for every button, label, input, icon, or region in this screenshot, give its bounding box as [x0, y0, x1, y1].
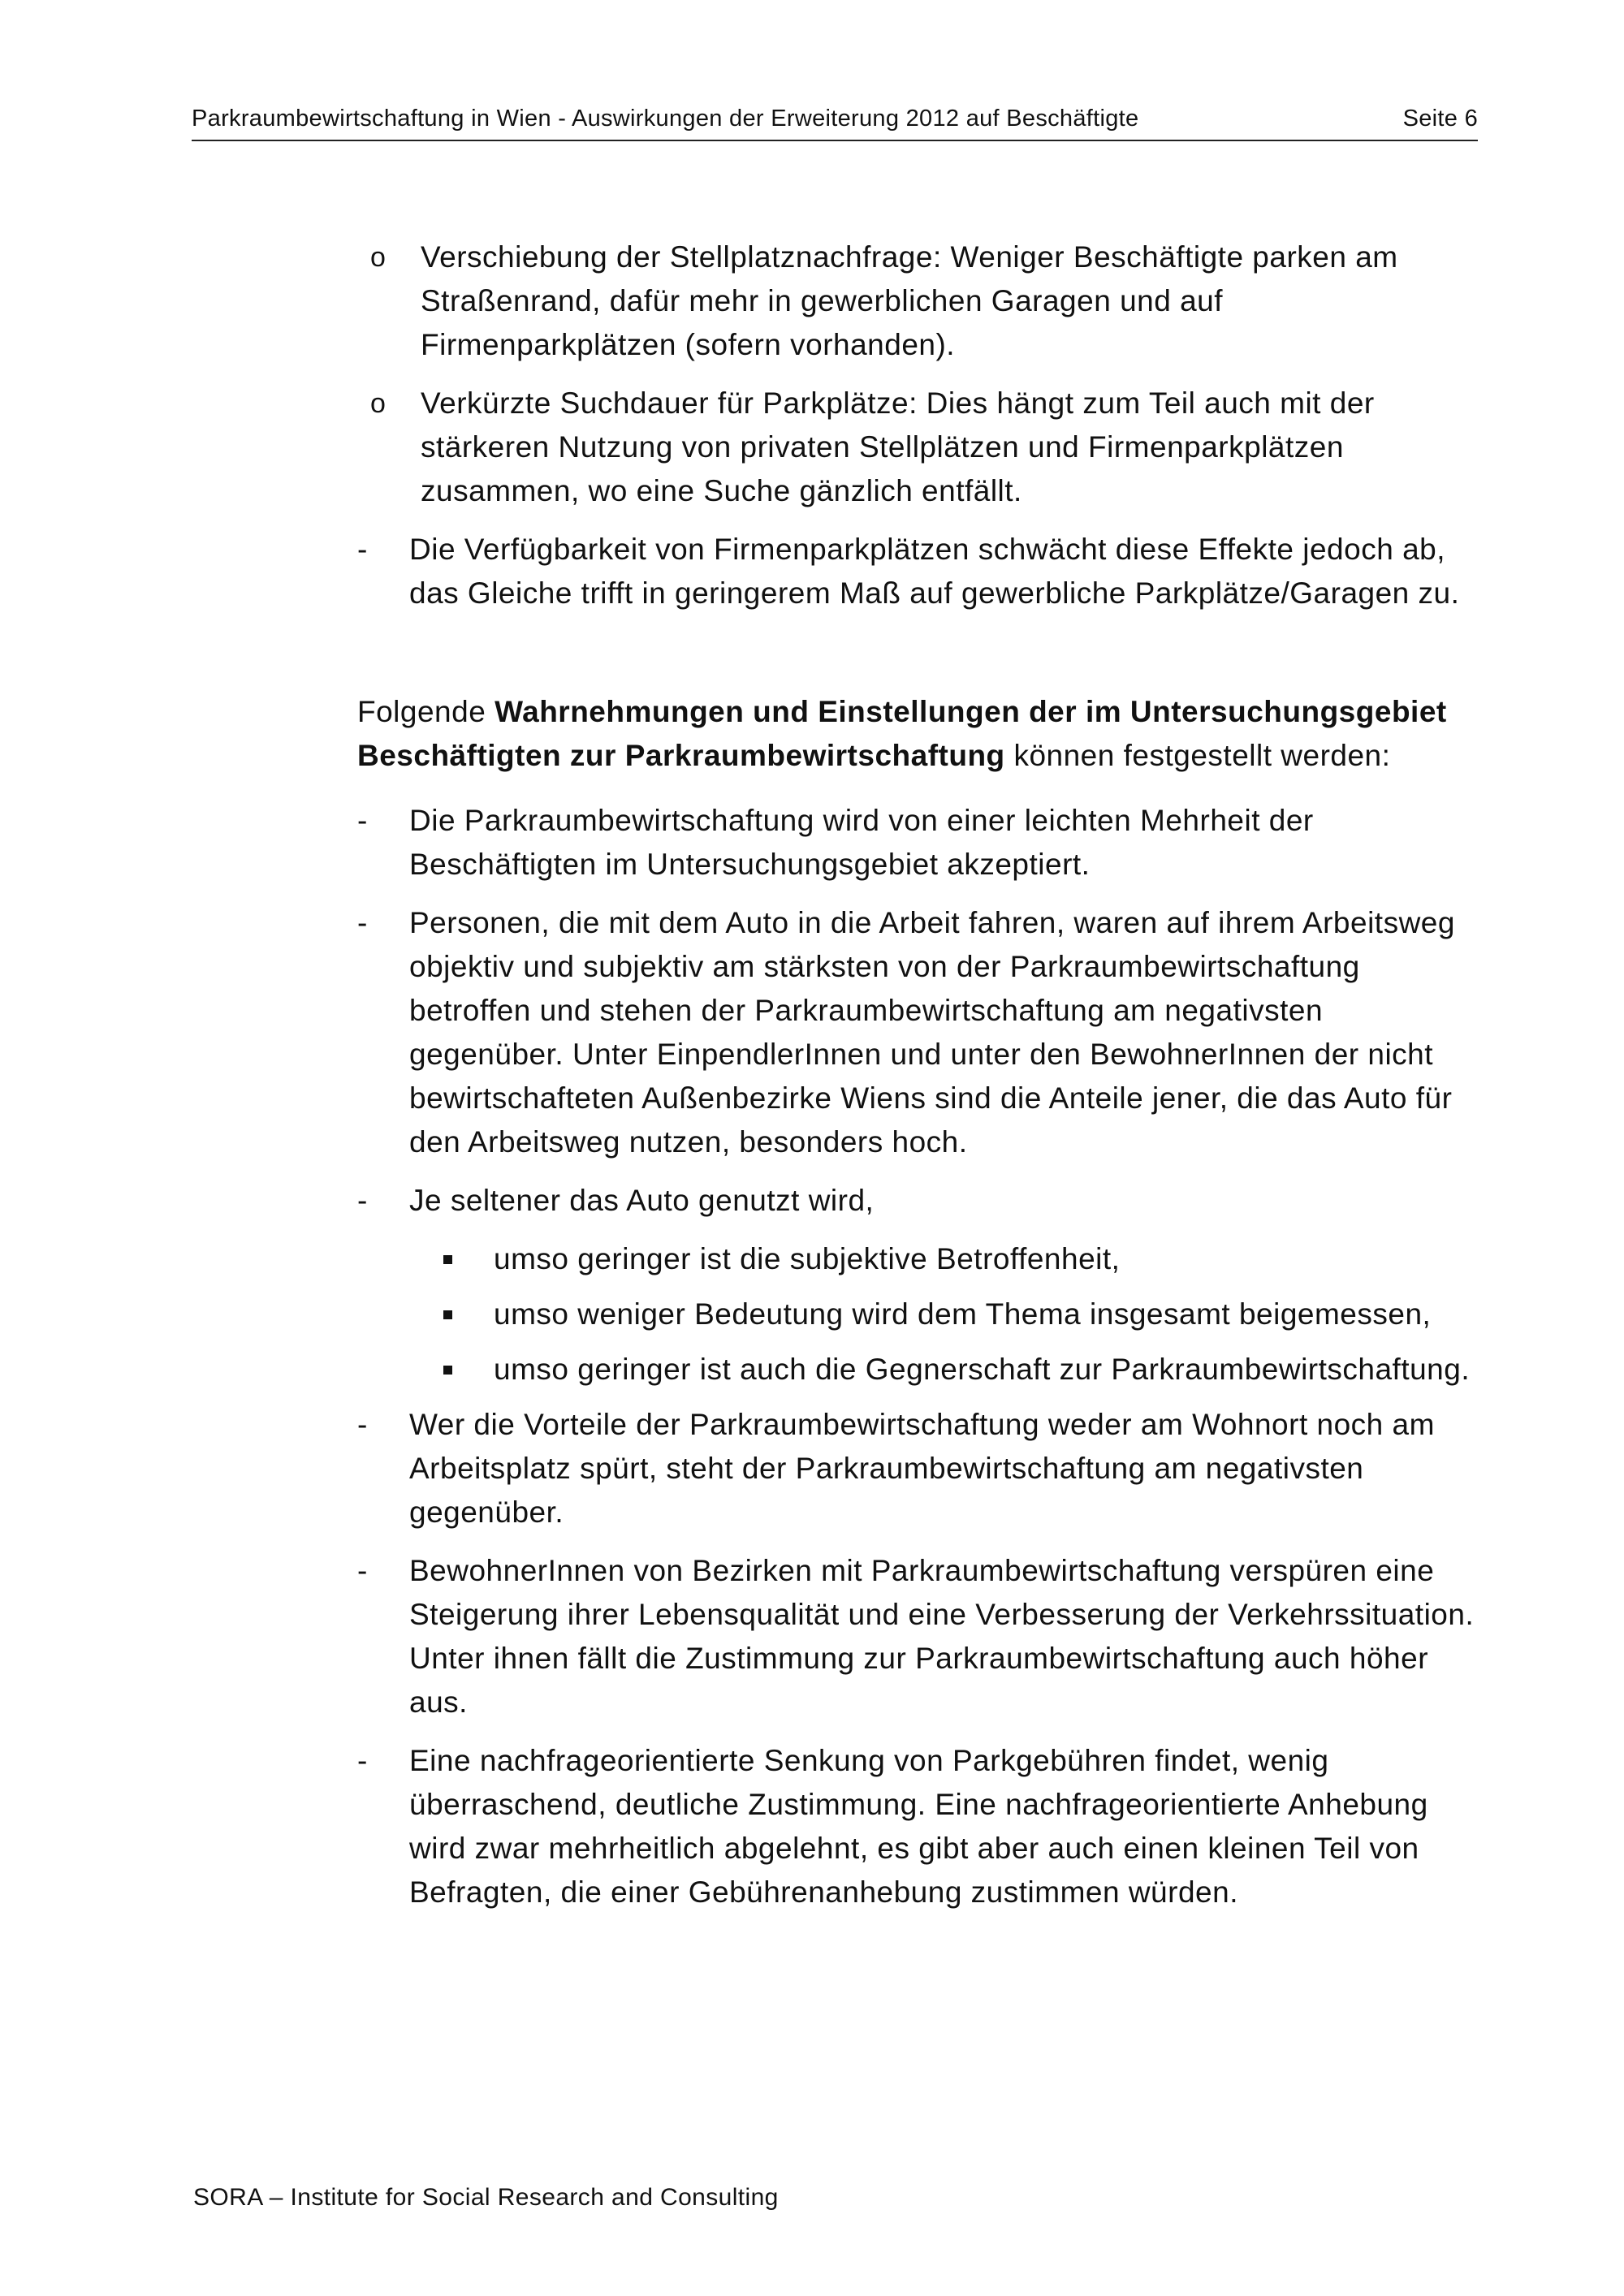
page-content	[357, 235, 1478, 1929]
intro-paragraph	[357, 690, 1478, 778]
dash-bullet-icon: -	[357, 1408, 368, 1441]
list-item-text: Die Verfügbarkeit von Firmenparkplätzen schwächt diese Effekte jedoch ab, das Gleiche trifft in geringerem Maß auf gewerbliche Parkplätze/Garagen zu.	[409, 533, 1460, 610]
square-bullet-icon	[443, 1255, 452, 1264]
list-item-circle	[357, 382, 1478, 513]
list-item-text: Verkürzte Suchdauer für Parkplätze: Dies hängt zum Teil auch mit der stärkeren Nutzung von privaten Stellplätzen und Firmenparkplätzen zusammen, wo eine Suche gänzlich entfällt.	[421, 386, 1375, 507]
list-item-dash	[357, 1739, 1478, 1914]
list-item-circle	[357, 235, 1478, 367]
list-item-dash	[357, 901, 1478, 1164]
dash-bullet-icon: -	[357, 804, 368, 837]
list-item-text: Personen, die mit dem Auto in die Arbeit fahren, waren auf ihrem Arbeitsweg objektiv und subjektiv am stärksten von der Parkraumbewirtschaftung betroffen und stehen der Parkraumbewirtschaftung am negativsten gegenüber. Unter EinpendlerInnen und unter den BewohnerInnen der nicht bewirtschafteten Außenbezirke Wiens sind die Anteile jener, die das Auto für den Arbeitsweg nutzen, besonders hoch.	[409, 906, 1455, 1159]
list-item-dash	[357, 1179, 1478, 1223]
list-item-text: Je seltener das Auto genutzt wird,	[409, 1184, 875, 1217]
list-item-dash	[357, 799, 1478, 887]
list-item-square	[357, 1348, 1478, 1392]
list-item-dash	[357, 1403, 1478, 1534]
square-bullet-icon	[443, 1366, 452, 1375]
dash-bullet-icon: -	[357, 533, 368, 566]
list-item-text: Wer die Vorteile der Parkraumbewirtschaftung weder am Wohnort noch am Arbeitsplatz spürt, steht der Parkraumbewirtschaftung am negativsten gegenüber.	[409, 1408, 1435, 1529]
list-item-text: umso geringer ist auch die Gegnerschaft zur Parkraumbewirtschaftung.	[494, 1353, 1471, 1386]
list-item-text: Verschiebung der Stellplatznachfrage: Weniger Beschäftigte parken am Straßenrand, dafür mehr in gewerblichen Garagen und auf Firmenparkplätzen (sofern vorhanden).	[421, 240, 1398, 361]
circle-bullet-icon: o	[370, 242, 387, 273]
list-item-square	[357, 1293, 1478, 1336]
page-footer: SORA – Institute for Social Research and Consulting	[193, 2184, 779, 2211]
list-item-text: umso weniger Bedeutung wird dem Thema insgesamt beigemessen,	[494, 1297, 1432, 1331]
page-number: Seite 6	[1402, 106, 1478, 132]
list-item-square	[357, 1237, 1478, 1281]
intro-text-bold: Wahrnehmungen und Einstellungen der im Untersuchungsgebiet Beschäftigten zur Parkraumbewirtschaftung	[357, 695, 1447, 772]
page-header	[192, 102, 1478, 141]
intro-text-start: Folgende	[357, 695, 495, 728]
list-item-dash	[357, 1549, 1478, 1724]
intro-text-end: können festgestellt werden:	[1004, 739, 1391, 772]
dash-bullet-icon: -	[357, 1744, 368, 1777]
list-item-text: umso geringer ist die subjektive Betroffenheit,	[494, 1242, 1121, 1275]
dash-bullet-icon: -	[357, 1554, 368, 1587]
list-item-text: Die Parkraumbewirtschaftung wird von einer leichten Mehrheit der Beschäftigten im Untersuchungsgebiet akzeptiert.	[409, 804, 1314, 881]
dash-bullet-icon: -	[357, 906, 368, 939]
dash-bullet-icon: -	[357, 1184, 368, 1217]
square-bullet-icon	[443, 1310, 452, 1319]
list-item-text: BewohnerInnen von Bezirken mit Parkraumbewirtschaftung verspüren eine Steigerung ihrer Lebensqualität und eine Verbesserung der Verkehrssituation. Unter ihnen fällt die Zustimmung zur Parkraumbewirtschaftung auch höher aus.	[409, 1554, 1475, 1719]
list-item-dash	[357, 528, 1478, 615]
list-item-text: Eine nachfrageorientierte Senkung von Parkgebühren findet, wenig überraschend, deutliche Zustimmung. Eine nachfrageorientierte Anhebung wird zwar mehrheitlich abgelehnt, es gibt aber auch einen kleinen Teil von Befragten, die einer Gebührenanhebung zustimmen würden.	[409, 1744, 1428, 1909]
document-title: Parkraumbewirtschaftung in Wien - Auswirkungen der Erweiterung 2012 auf Beschäftigte	[192, 106, 1139, 132]
circle-bullet-icon: o	[370, 388, 387, 419]
